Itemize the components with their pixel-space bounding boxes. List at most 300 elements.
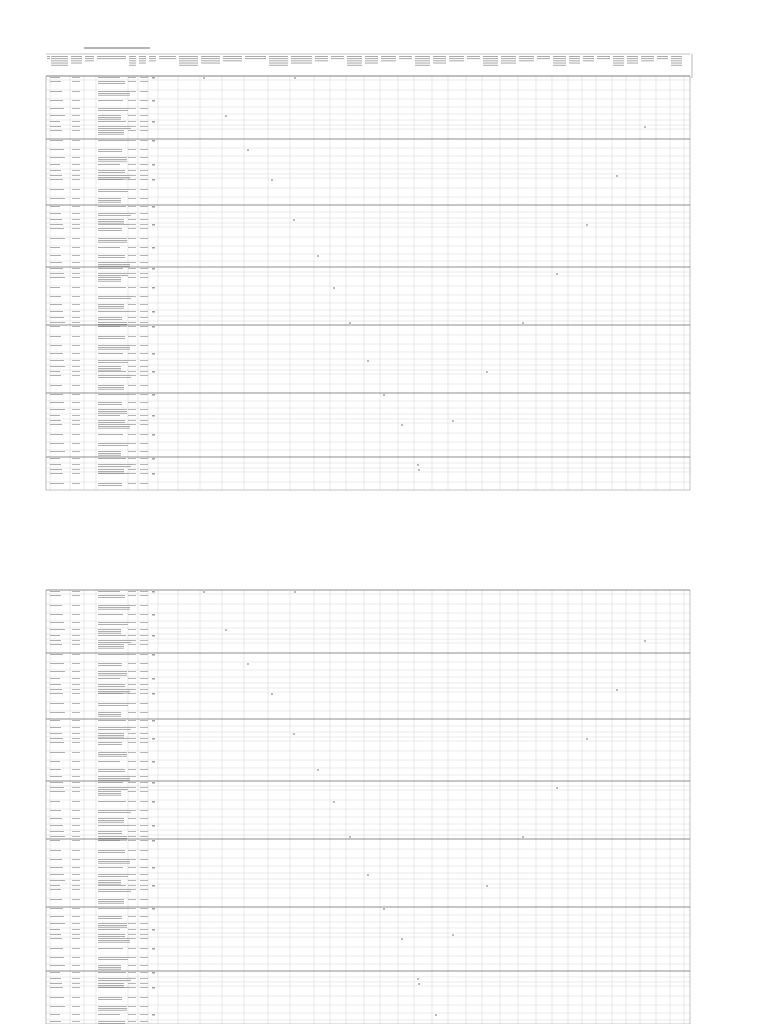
cell-text bbox=[128, 366, 136, 367]
cell-mark bbox=[152, 326, 155, 327]
cell-text bbox=[98, 298, 131, 299]
cell-text bbox=[98, 899, 124, 900]
cell-text bbox=[140, 948, 148, 949]
cell-text bbox=[128, 336, 136, 337]
cell-text bbox=[50, 899, 62, 900]
header-cell-text bbox=[129, 56, 136, 57]
header-cell-text bbox=[671, 65, 682, 66]
cell-text bbox=[128, 164, 136, 165]
cell-text bbox=[128, 752, 136, 753]
cell-text bbox=[140, 164, 148, 165]
cell-text bbox=[98, 744, 122, 745]
cell-mark bbox=[152, 678, 155, 679]
cell-mark bbox=[452, 935, 454, 936]
cell-text bbox=[72, 375, 80, 376]
cell-text bbox=[72, 622, 80, 623]
cell-text bbox=[140, 678, 148, 679]
cell-text bbox=[140, 987, 148, 988]
cell-text bbox=[140, 640, 148, 641]
header-cell-text bbox=[347, 60, 362, 61]
cell-text bbox=[128, 385, 136, 386]
cell-text bbox=[128, 179, 136, 180]
cell-text bbox=[128, 671, 136, 672]
cell-text bbox=[72, 385, 80, 386]
cell-text bbox=[140, 224, 148, 225]
cell-text bbox=[72, 712, 80, 713]
cell-text bbox=[128, 415, 136, 416]
cell-text bbox=[98, 727, 131, 728]
cell-text bbox=[50, 326, 60, 327]
cell-text bbox=[98, 247, 120, 248]
cell-text bbox=[98, 77, 120, 78]
cell-text bbox=[98, 934, 125, 935]
cell-text bbox=[72, 126, 80, 127]
cell-text bbox=[72, 929, 80, 930]
cell-text bbox=[98, 469, 124, 470]
cell-text bbox=[98, 179, 123, 180]
header-cell-text bbox=[467, 56, 480, 57]
cell-text bbox=[72, 228, 80, 229]
cell-text bbox=[72, 175, 80, 176]
cell-text bbox=[128, 304, 136, 305]
cell-text bbox=[98, 957, 128, 958]
cell-text bbox=[98, 833, 122, 834]
cell-text bbox=[128, 1014, 136, 1015]
header-cell-text bbox=[51, 63, 68, 64]
cell-mark bbox=[203, 592, 205, 593]
cell-mark bbox=[435, 1015, 437, 1016]
cell-mark bbox=[152, 179, 155, 180]
header-cell-text bbox=[71, 63, 82, 64]
cell-mark bbox=[317, 770, 319, 771]
cell-text bbox=[50, 640, 61, 641]
cell-text bbox=[128, 371, 136, 372]
cell-text bbox=[128, 712, 136, 713]
cell-text bbox=[98, 940, 130, 941]
cell-mark bbox=[333, 802, 335, 803]
cell-text bbox=[98, 1014, 120, 1015]
cell-text bbox=[140, 434, 148, 435]
cell-text bbox=[72, 635, 80, 636]
cell-text bbox=[50, 228, 64, 229]
cell-mark bbox=[333, 288, 335, 289]
cell-text bbox=[98, 453, 121, 454]
cell-text bbox=[98, 967, 121, 968]
cell-text bbox=[72, 108, 80, 109]
cell-text bbox=[72, 644, 80, 645]
cell-text bbox=[50, 273, 64, 274]
cell-text bbox=[50, 206, 60, 207]
cell-text bbox=[140, 287, 148, 288]
cell-text bbox=[140, 420, 148, 421]
cell-text bbox=[50, 703, 64, 704]
cell-text bbox=[98, 83, 125, 84]
cell-text bbox=[98, 422, 125, 423]
cell-text bbox=[140, 929, 148, 930]
cell-text bbox=[128, 733, 136, 734]
cell-text bbox=[140, 326, 148, 327]
cell-text bbox=[50, 247, 60, 248]
cell-text bbox=[98, 769, 125, 770]
cell-text bbox=[140, 198, 148, 199]
header-cell-text bbox=[671, 63, 682, 64]
cell-text bbox=[98, 434, 123, 435]
cell-text bbox=[98, 420, 125, 421]
cell-text bbox=[140, 402, 148, 403]
cell-text bbox=[72, 885, 80, 886]
cell-text bbox=[140, 934, 148, 935]
cell-text bbox=[98, 646, 124, 647]
cell-text bbox=[50, 434, 63, 435]
header-cell-text bbox=[291, 63, 312, 64]
cell-text bbox=[98, 306, 124, 307]
cell-text bbox=[140, 801, 148, 802]
sheet-title bbox=[84, 47, 150, 49]
cell-text bbox=[98, 279, 121, 280]
header-cell-text bbox=[85, 58, 94, 59]
cell-text bbox=[140, 761, 148, 762]
cell-text bbox=[98, 473, 129, 474]
header-cell-text bbox=[433, 56, 446, 57]
cell-text bbox=[98, 678, 120, 679]
cell-text bbox=[50, 464, 61, 465]
cell-text bbox=[72, 825, 80, 826]
header-cell-text bbox=[613, 56, 624, 57]
cell-text bbox=[98, 997, 122, 998]
header-cell-text bbox=[537, 56, 550, 57]
cell-text bbox=[140, 867, 148, 868]
header-cell-text bbox=[483, 63, 498, 64]
cell-text bbox=[98, 791, 121, 792]
cell-mark bbox=[152, 908, 155, 909]
header-cell-text bbox=[569, 58, 580, 59]
header-cell-text bbox=[501, 58, 516, 59]
cell-text bbox=[72, 473, 80, 474]
header-cell-text bbox=[433, 60, 446, 61]
cell-text bbox=[128, 213, 136, 214]
cell-text bbox=[128, 375, 136, 376]
header-cell-text bbox=[365, 58, 378, 59]
cell-text bbox=[128, 738, 136, 739]
cell-text bbox=[50, 761, 60, 762]
cell-mark bbox=[152, 972, 155, 973]
cell-text bbox=[98, 230, 122, 231]
cell-text bbox=[98, 108, 128, 109]
cell-text bbox=[140, 157, 148, 158]
cell-text bbox=[72, 189, 80, 190]
cell-text bbox=[72, 629, 80, 630]
cell-text bbox=[128, 948, 136, 949]
cell-text bbox=[140, 469, 148, 470]
cell-text bbox=[72, 934, 80, 935]
cell-text bbox=[72, 836, 80, 837]
cell-text bbox=[72, 1014, 80, 1015]
cell-text bbox=[98, 317, 122, 318]
cell-text bbox=[50, 916, 64, 917]
cell-mark bbox=[152, 738, 155, 739]
cell-text bbox=[72, 782, 80, 783]
cell-text bbox=[128, 978, 136, 979]
cell-text bbox=[98, 983, 124, 984]
cell-mark bbox=[401, 939, 403, 940]
cell-text bbox=[140, 91, 148, 92]
cell-text bbox=[140, 689, 148, 690]
cell-text bbox=[98, 255, 125, 256]
cell-mark bbox=[401, 425, 403, 426]
cell-text bbox=[98, 242, 127, 243]
cell-text bbox=[98, 629, 121, 630]
cell-mark bbox=[586, 739, 588, 740]
cell-text bbox=[72, 663, 80, 664]
cell-text bbox=[72, 972, 80, 973]
cell-text bbox=[128, 175, 136, 176]
header-cell-text bbox=[627, 56, 638, 57]
header-cell-text bbox=[657, 58, 668, 59]
cell-text bbox=[128, 424, 136, 425]
cell-text bbox=[50, 867, 63, 868]
cell-text bbox=[128, 126, 136, 127]
cell-text bbox=[98, 705, 128, 706]
cell-text bbox=[140, 810, 148, 811]
cell-mark bbox=[152, 121, 155, 122]
cell-text bbox=[98, 366, 121, 367]
cell-text bbox=[98, 202, 121, 203]
cell-text bbox=[72, 268, 80, 269]
cell-text bbox=[128, 402, 136, 403]
cell-text bbox=[98, 793, 121, 794]
header-cell-text bbox=[331, 56, 344, 57]
cell-text bbox=[140, 360, 148, 361]
cell-text bbox=[98, 266, 130, 267]
cell-text bbox=[128, 934, 136, 935]
cell-text bbox=[98, 471, 124, 472]
header-cell-text bbox=[381, 60, 396, 61]
header-cell-text bbox=[415, 58, 430, 59]
cell-mark bbox=[418, 470, 420, 471]
header-cell-text bbox=[71, 56, 82, 57]
cell-mark bbox=[383, 395, 385, 396]
cell-text bbox=[128, 443, 136, 444]
cell-text bbox=[98, 591, 120, 592]
header-cell-text bbox=[519, 60, 534, 61]
header-cell-text bbox=[483, 58, 498, 59]
header-cell-text bbox=[553, 58, 566, 59]
cell-text bbox=[50, 322, 65, 323]
cell-text bbox=[98, 238, 127, 239]
cell-text bbox=[98, 394, 129, 395]
cell-text bbox=[98, 852, 125, 853]
cell-text bbox=[98, 189, 128, 190]
cell-text bbox=[72, 164, 80, 165]
cell-text bbox=[140, 385, 148, 386]
cell-text bbox=[50, 644, 62, 645]
cell-text bbox=[140, 727, 148, 728]
cell-text bbox=[98, 942, 130, 943]
cell-text bbox=[128, 850, 136, 851]
header-cell-text bbox=[365, 60, 378, 61]
cell-text bbox=[128, 255, 136, 256]
header-cell-text bbox=[433, 63, 446, 64]
cell-text bbox=[72, 801, 80, 802]
cell-text bbox=[128, 867, 136, 868]
cell-text bbox=[72, 81, 80, 82]
cell-text bbox=[98, 262, 130, 263]
cell-mark bbox=[616, 176, 618, 177]
cell-text bbox=[98, 322, 127, 323]
header-cell-text bbox=[149, 58, 156, 59]
cell-text bbox=[128, 268, 136, 269]
header-cell-text bbox=[467, 58, 480, 59]
header-cell-text bbox=[201, 56, 220, 57]
cell-text bbox=[140, 247, 148, 248]
cell-mark bbox=[152, 268, 155, 269]
cell-mark bbox=[152, 867, 155, 868]
cell-text bbox=[128, 311, 136, 312]
cell-text bbox=[140, 238, 148, 239]
cell-text bbox=[98, 275, 128, 276]
cell-text bbox=[98, 738, 129, 739]
header-cell-text bbox=[501, 60, 516, 61]
cell-mark bbox=[152, 825, 155, 826]
cell-text bbox=[50, 469, 62, 470]
cell-text bbox=[50, 671, 65, 672]
cell-text bbox=[140, 671, 148, 672]
cell-text bbox=[72, 304, 80, 305]
header-cell-text bbox=[269, 65, 288, 66]
cell-text bbox=[72, 923, 80, 924]
cell-text bbox=[128, 929, 136, 930]
cell-text bbox=[98, 387, 124, 388]
header-cell-text bbox=[223, 58, 242, 59]
cell-text bbox=[72, 997, 80, 998]
cell-text bbox=[128, 776, 136, 777]
cell-text bbox=[98, 151, 122, 152]
cell-text bbox=[140, 978, 148, 979]
cell-text bbox=[72, 115, 80, 116]
cell-text bbox=[98, 918, 122, 919]
cell-text bbox=[140, 443, 148, 444]
cell-text bbox=[128, 198, 136, 199]
cell-mark bbox=[247, 664, 249, 665]
cell-mark bbox=[152, 287, 155, 288]
cell-text bbox=[98, 362, 128, 363]
cell-text bbox=[128, 818, 136, 819]
cell-mark bbox=[225, 116, 227, 117]
cell-text bbox=[50, 394, 63, 395]
cell-text bbox=[50, 727, 61, 728]
header-cell-text bbox=[483, 56, 498, 57]
cell-text bbox=[98, 326, 120, 327]
cell-text bbox=[98, 752, 127, 753]
cell-text bbox=[50, 360, 64, 361]
cell-text bbox=[98, 100, 123, 101]
header-cell-text bbox=[149, 60, 156, 61]
cell-text bbox=[98, 923, 127, 924]
cell-text bbox=[72, 693, 80, 694]
cell-text bbox=[128, 360, 136, 361]
cell-text bbox=[72, 742, 80, 743]
cell-text bbox=[98, 443, 128, 444]
cell-text bbox=[50, 965, 65, 966]
cell-text bbox=[140, 375, 148, 376]
cell-text bbox=[98, 336, 125, 337]
cell-text bbox=[72, 850, 80, 851]
cell-text bbox=[128, 287, 136, 288]
cell-text bbox=[140, 273, 148, 274]
cell-text bbox=[98, 648, 124, 649]
cell-text bbox=[98, 885, 126, 886]
header-cell-text bbox=[415, 56, 430, 57]
cell-text bbox=[128, 703, 136, 704]
cell-text bbox=[98, 132, 124, 133]
cell-text bbox=[140, 409, 148, 410]
cell-mark bbox=[486, 886, 488, 887]
cell-text bbox=[140, 458, 148, 459]
cell-text bbox=[98, 671, 127, 672]
header-cell-text bbox=[179, 60, 198, 61]
cell-text bbox=[140, 311, 148, 312]
cell-text bbox=[140, 206, 148, 207]
cell-text bbox=[128, 983, 136, 984]
cell-text bbox=[140, 366, 148, 367]
cell-text bbox=[128, 791, 136, 792]
cell-text bbox=[50, 742, 64, 743]
header-cell-text bbox=[347, 65, 362, 66]
cell-text bbox=[72, 787, 80, 788]
cell-text bbox=[72, 818, 80, 819]
cell-text bbox=[140, 1021, 148, 1022]
cell-text bbox=[140, 415, 148, 416]
cell-text bbox=[98, 735, 124, 736]
cell-text bbox=[50, 115, 65, 116]
cell-text bbox=[50, 473, 63, 474]
cell-text bbox=[140, 353, 148, 354]
cell-text bbox=[128, 885, 136, 886]
header-cell-text bbox=[415, 65, 430, 66]
cell-mark bbox=[152, 100, 155, 101]
cell-text bbox=[50, 689, 62, 690]
cell-text bbox=[140, 595, 148, 596]
header-cell-text bbox=[553, 65, 566, 66]
cell-text bbox=[98, 891, 131, 892]
header-cell-text bbox=[47, 58, 50, 59]
cell-text bbox=[128, 296, 136, 297]
cell-text bbox=[140, 840, 148, 841]
cell-text bbox=[140, 473, 148, 474]
cell-text bbox=[98, 640, 131, 641]
cell-text bbox=[72, 206, 80, 207]
cell-text bbox=[98, 633, 121, 634]
cell-text bbox=[98, 908, 129, 909]
cell-text bbox=[98, 684, 125, 685]
cell-text bbox=[140, 219, 148, 220]
cell-text bbox=[50, 769, 61, 770]
cell-text bbox=[98, 385, 124, 386]
cell-text bbox=[50, 149, 64, 150]
cell-text bbox=[98, 622, 128, 623]
header-cell-text bbox=[201, 60, 220, 61]
cell-text bbox=[50, 934, 61, 935]
cell-text bbox=[50, 277, 65, 278]
cell-text bbox=[98, 742, 122, 743]
cell-text bbox=[50, 885, 60, 886]
cell-text bbox=[50, 850, 61, 851]
cell-text bbox=[72, 469, 80, 470]
header-cell-text bbox=[291, 58, 312, 59]
header-cell-text bbox=[483, 65, 498, 66]
header-cell-text bbox=[245, 58, 266, 59]
cell-text bbox=[98, 95, 130, 96]
